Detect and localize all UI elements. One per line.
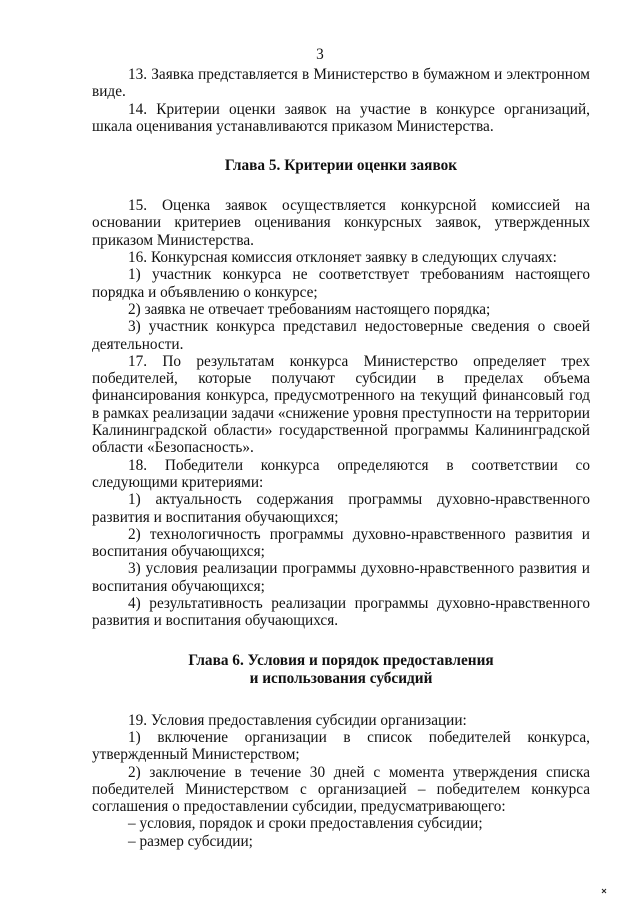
chapter-5-heading: Глава 5. Критерии оценки заявок [224, 157, 458, 175]
clause-18-item-3: 3) условия реализации программы духовно-нравственного развития и воспитания обучающихся; [92, 560, 590, 595]
clause-19-item-1: 1) включение организации в список победителей конкурса, утвержденный Министерством; [92, 728, 590, 764]
page-number: 3 [316, 46, 324, 63]
chapter-6-heading-line-2: и использования субсидий [249, 669, 433, 687]
clause-19-item-2: 2) заключение в течение 30 дней с момента утверждения списка победителей Министерством с организацией – победителем конкурса соглашения о предоставлении субсидии, предусматривающего: [92, 763, 590, 816]
clause-17: 17. По результатам конкурса Министерство определяет трех победителей, которые получают субсидии в пределах объема финансирования конкурса, предусмотренного на текущий финансовый год в рамках реализации задачи «снижение уровня преступности на территории Калининградской области» государственной программы Калининградской области «Безопасность». [92, 352, 590, 457]
clause-18: 18. Победители конкурса определяются в соответствии со следующими критериями: [92, 456, 590, 491]
clause-16-item-2: 2) заявка не отвечает требованиям настоящего порядка; [128, 300, 491, 318]
document-body [92, 66, 590, 850]
clause-18-item-2: 2) технологичность программы духовно-нравственного развития и воспитания обучающихся; [92, 525, 590, 561]
scan-mark [601, 888, 607, 894]
clause-19: 19. Условия предоставления субсидии организации: [128, 711, 467, 729]
clause-18-item-1: 1) актуальность содержания программы духовно-нравственного развития и воспитания обучающихся; [92, 491, 590, 526]
clause-15: 15. Оценка заявок осуществляется конкурсной комиссией на основании критериев оценивания конкурсных заявок, утвержденных приказом Министерства. [92, 197, 590, 249]
clause-14: 14. Критерии оценки заявок на участие в конкурсе организаций, шкала оценивания устанавливаются приказом Министерства. [92, 100, 590, 135]
clause-18-item-4: 4) результативность реализации программы духовно-нравственного развития и воспитания обучающихся. [92, 595, 590, 630]
clause-19-dash-2: – размер субсидии; [128, 832, 253, 850]
clause-16-item-1: 1) участник конкурса не соответствует требованиям настоящего порядка и объявлению о конкурсе; [92, 266, 590, 301]
chapter-6-heading-line-1: Глава 6. Условия и порядок предоставления [188, 651, 494, 669]
chapter-6-heading [92, 652, 590, 688]
clause-13: 13. Заявка представляется в Министерство в бумажном и электронном виде. [92, 66, 590, 101]
clause-16-item-3: 3) участник конкурса представил недостоверные сведения о своей деятельности. [92, 318, 590, 353]
clause-16: 16. Конкурсная комиссия отклоняет заявку в следующих случаях: [128, 249, 557, 267]
clause-19-dash-1: – условия, порядок и сроки предоставления субсидии; [128, 815, 483, 833]
